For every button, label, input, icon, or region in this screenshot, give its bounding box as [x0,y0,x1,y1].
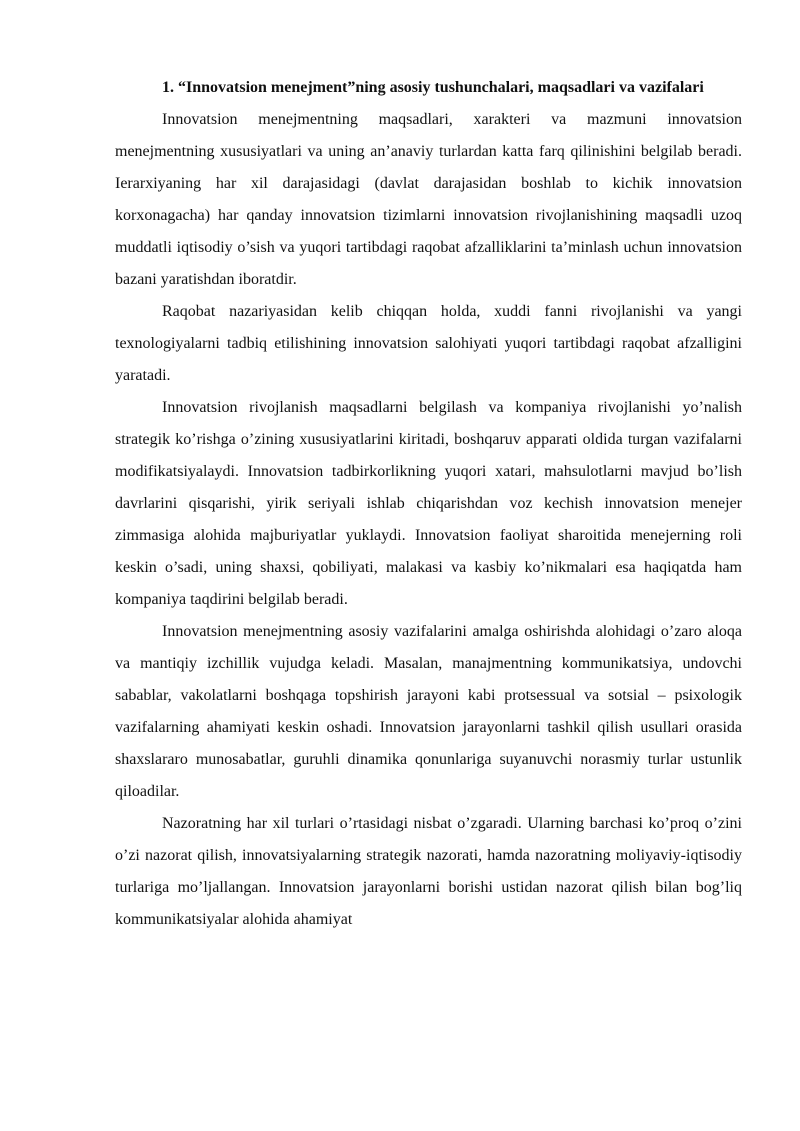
paragraph-5: Nazoratning har xil turlari o’rtasidagi nisbat o’zgaradi. Ularning barchasi ko’proq o’zini o’zi nazorat qilish, innovatsiyalarning strategik nazorati, hamda nazoratning moliyaviy-iqtisodiy turlariga mo’ljallangan. Innovatsion jarayonlarni borishi ustidan nazorat qilish bilan bog’liq kommunikatsiyalar alohida ahamiyat [115,815,742,928]
section-heading: 1. “Innovatsion menejment”ning asosiy tushunchalari, maqsadlari va vazifalari [162,79,704,96]
paragraph-3: Innovatsion rivojlanish maqsadlarni belgilash va kompaniya rivojlanishi yo’nalish strategik ko’rishga o’zining xususiyatlarini kiritadi, boshqaruv apparati oldida turgan vazifalarni modifikatsiyalaydi. Innovatsion tadbirkorlikning yuqori xatari, mahsulotlarni mavjud bo’lish davrlarini qisqarishi, yirik seriyali ishlab chiqarishdan voz kechish innovatsion menejer zimmasiga alohida majburiyatlar yuklaydi. Innovatsion faoliyat sharoitida menejerning roli keskin o’sadi, uning shaxsi, qobiliyati, malakasi va kasbiy ko’nikmalari esa haqiqatda ham kompaniya taqdirini belgilab beradi. [115,399,742,608]
paragraph-1: Innovatsion menejmentning maqsadlari, xarakteri va mazmuni innovatsion menejmentning xususiyatlari va uning an’anaviy turlardan katta farq qilinishini belgilab beradi. Ierarxiyaning har xil darajasidagi (davlat darajasidan boshlab to kichik innovatsion korxonagacha) har qanday innovatsion tizimlarni innovatsion rivojlanishining maqsadli uzoq muddatli iqtisodiy o’sish va yuqori tartibdagi raqobat afzalliklarini ta’minlash uchun innovatsion bazani yaratishdan iboratdir. [115,111,742,288]
document-page [115,72,742,936]
paragraph-2: Raqobat nazariyasidan kelib chiqqan holda, xuddi fanni rivojlanishi va yangi texnologiyalarni tadbiq etilishining innovatsion salohiyati yuqori tartibdagi raqobat afzalligini yaratadi. [115,303,742,384]
paragraph-4: Innovatsion menejmentning asosiy vazifalarini amalga oshirishda alohidagi o’zaro aloqa va mantiqiy izchillik vujudga keladi. Masalan, manajmentning kommunikatsiya, undovchi sabablar, vakolatlarni boshqaga topshirish jarayoni kabi protsessual va sotsial – psixologik vazifalarning ahamiyati keskin oshadi. Innovatsion jarayonlarni tashkil qilish usullari orasida shaxslararo munosabatlar, guruhli dinamika qonunlariga suyanuvchi norasmiy turlar ustunlik qiloadilar. [115,623,742,800]
